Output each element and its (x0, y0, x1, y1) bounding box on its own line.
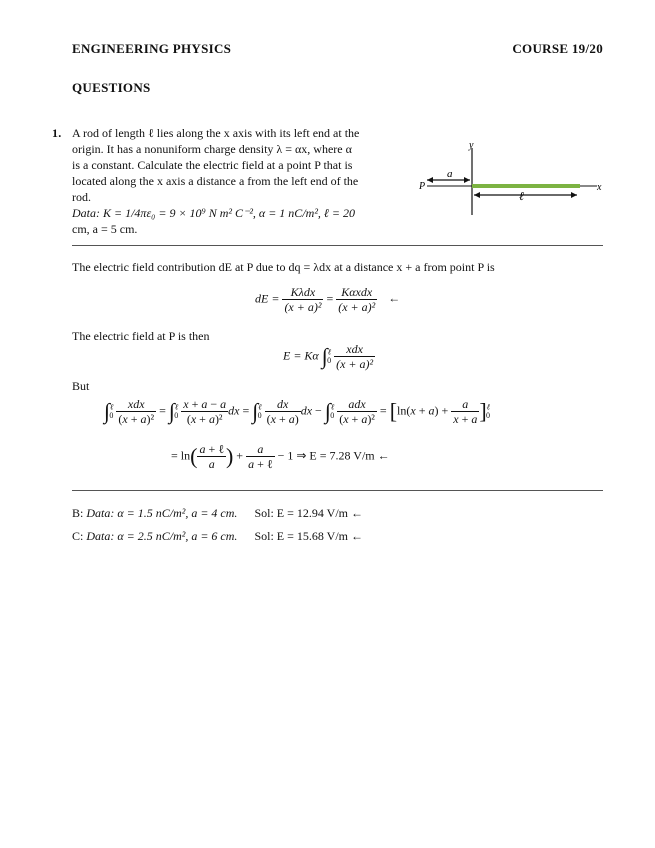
variant-arrow: ← (351, 506, 363, 520)
problem-number: 1. (52, 126, 62, 140)
problem-data-line1: Data: K = 1/4πε₀ = 9 × 10⁹ N m² C⁻², α = 1 nC/m², ℓ = 20 (72, 206, 356, 220)
variant-data: Data: α = 2.5 nC/m², a = 6 cm. (86, 529, 238, 543)
section-title: QUESTIONS (72, 80, 151, 95)
eq1-f1-den: (x + a)² (284, 300, 322, 314)
variant-c (72, 528, 363, 544)
solution-then: The electric field at P is then (72, 329, 210, 343)
divider (72, 245, 603, 246)
eq1-f2-num: Kαxdx (336, 285, 377, 300)
problem-line: located along the x axis a distance a from the left end of the (72, 174, 359, 188)
problem-line: rod. (72, 190, 91, 204)
p-label: P (419, 181, 426, 192)
a-label: a (447, 168, 453, 180)
y-label: y (469, 140, 474, 151)
eq1-equals: = (326, 291, 334, 306)
equation-3-line-1: ∫$^\ell_0$ $\frac{\text{xdx}}{\text{(x + a)²}}$ = ∫$^\ell_0$ $\frac{x + a - a}{\text{(x + a)²}}$ dx = ∫$^\ell_0$ $\frac{dx}{(x + a)}$ dx − ∫$^\ell_0$ $\frac{\text{adx}}{\text{(x + a)²}}$ = [ln(x + a) + $\frac{a}{x + a}$ ]$^\ell_0$ (104, 397, 491, 426)
variant-arrow: ← (351, 529, 363, 543)
variant-label: B: (72, 506, 84, 520)
solution-but: But (72, 379, 90, 393)
eq3-arrow: ← (377, 448, 390, 463)
equation-3-line-2: = ln( $\frac{\text{a + ℓ}}{a}$ ) + $\frac{a}{\text{a + ℓ}}$ − 1 ⇒ E = 7.28 V/m ← (171, 442, 390, 471)
l-label: ℓ (519, 189, 524, 203)
eq2-fraction (334, 342, 375, 371)
problem-line: A rod of length ℓ lies along the x axis with its left end at the (72, 126, 360, 140)
variant-sol: Sol: E = 12.94 V/m (254, 506, 348, 520)
problem-data-line2: cm, a = 5 cm. (72, 222, 138, 236)
eq1-f1-num: Kλdx (282, 285, 323, 300)
eq1-fraction-1 (282, 285, 323, 314)
eq3-result: E = 7.28 V/m (309, 448, 375, 463)
eq2-den: (x + a)² (336, 357, 374, 371)
variant-b (72, 505, 363, 521)
variant-label: C: (72, 529, 84, 543)
divider (72, 490, 603, 491)
x-label: x (597, 182, 602, 193)
eq2-num: xdx (334, 342, 375, 357)
problem-text (72, 125, 412, 237)
rod-figure (415, 140, 605, 220)
eq2-lhs: E = Kα (283, 348, 319, 363)
eq1-fraction-2 (336, 285, 377, 314)
rod (472, 184, 580, 188)
eq1-lhs: dE = (255, 291, 280, 306)
solution-intro: The electric field contribution dE at P due to dq = λdx at a distance x + a from point P is (72, 260, 495, 274)
eq1-arrow: ← (388, 291, 401, 306)
eq1-f2-den: (x + a)² (338, 300, 376, 314)
variant-data: Data: α = 1.5 nC/m², a = 4 cm. (86, 506, 238, 520)
equation-2: E = Kα ∫$^\ell_0$ $\frac{\text{xdx}}{\text{(x + a)²}}$ (283, 342, 374, 371)
equation-1 (255, 285, 400, 314)
problem-line: origin. It has a nonuniform charge density λ = αx, where α (72, 142, 352, 156)
problem-line: is a constant. Calculate the electric field at a point P that is (72, 158, 353, 172)
header-left: ENGINEERING PHYSICS (72, 41, 232, 56)
header-right: COURSE 19/20 (512, 41, 603, 56)
variant-sol: Sol: E = 15.68 V/m (254, 529, 348, 543)
